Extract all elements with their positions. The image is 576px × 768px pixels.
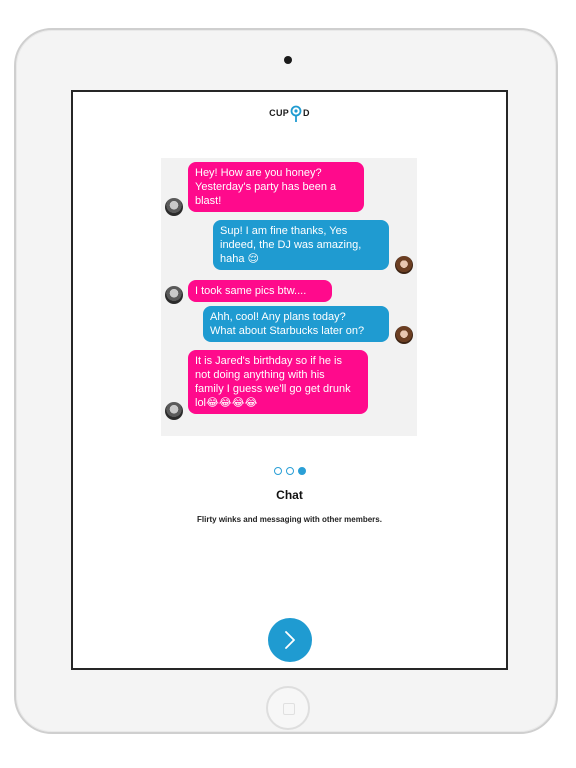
home-square-icon xyxy=(283,703,295,715)
chat-preview xyxy=(161,158,417,436)
logo-text-right: D xyxy=(303,108,310,118)
app-screen xyxy=(71,90,508,670)
chat-message: It is Jared's birthday so if he is not doing anything with his family I guess we'll go get drunk lol😂😂😂😂 xyxy=(188,350,368,414)
chat-message: I took same pics btw.... xyxy=(188,280,332,302)
page-dot-active[interactable] xyxy=(298,467,306,475)
home-button[interactable] xyxy=(266,686,310,730)
chevron-right-icon xyxy=(282,630,298,650)
page-dot[interactable] xyxy=(286,467,294,475)
app-logo xyxy=(73,102,506,124)
avatar xyxy=(165,402,183,420)
page-indicator xyxy=(73,467,506,475)
ipad-frame xyxy=(14,28,558,734)
onboarding-title: Chat xyxy=(276,488,303,502)
chat-message: Ahh, cool! Any plans today? What about Starbucks later on? xyxy=(203,306,389,342)
onboarding-description: Flirty winks and messaging with other members. xyxy=(197,515,382,524)
next-button[interactable] xyxy=(268,618,312,662)
logo-text-left: CUP xyxy=(269,108,290,118)
avatar xyxy=(395,326,413,344)
chat-message: Hey! How are you honey? Yesterday's party has been a blast! xyxy=(188,162,364,212)
page-dot[interactable] xyxy=(274,467,282,475)
avatar xyxy=(165,198,183,216)
avatar xyxy=(395,256,413,274)
front-camera xyxy=(284,56,292,64)
chat-message: Sup! I am fine thanks, Yes indeed, the DJ was amazing, haha 😌 xyxy=(213,220,389,270)
location-pin-icon xyxy=(290,105,302,123)
avatar xyxy=(165,286,183,304)
